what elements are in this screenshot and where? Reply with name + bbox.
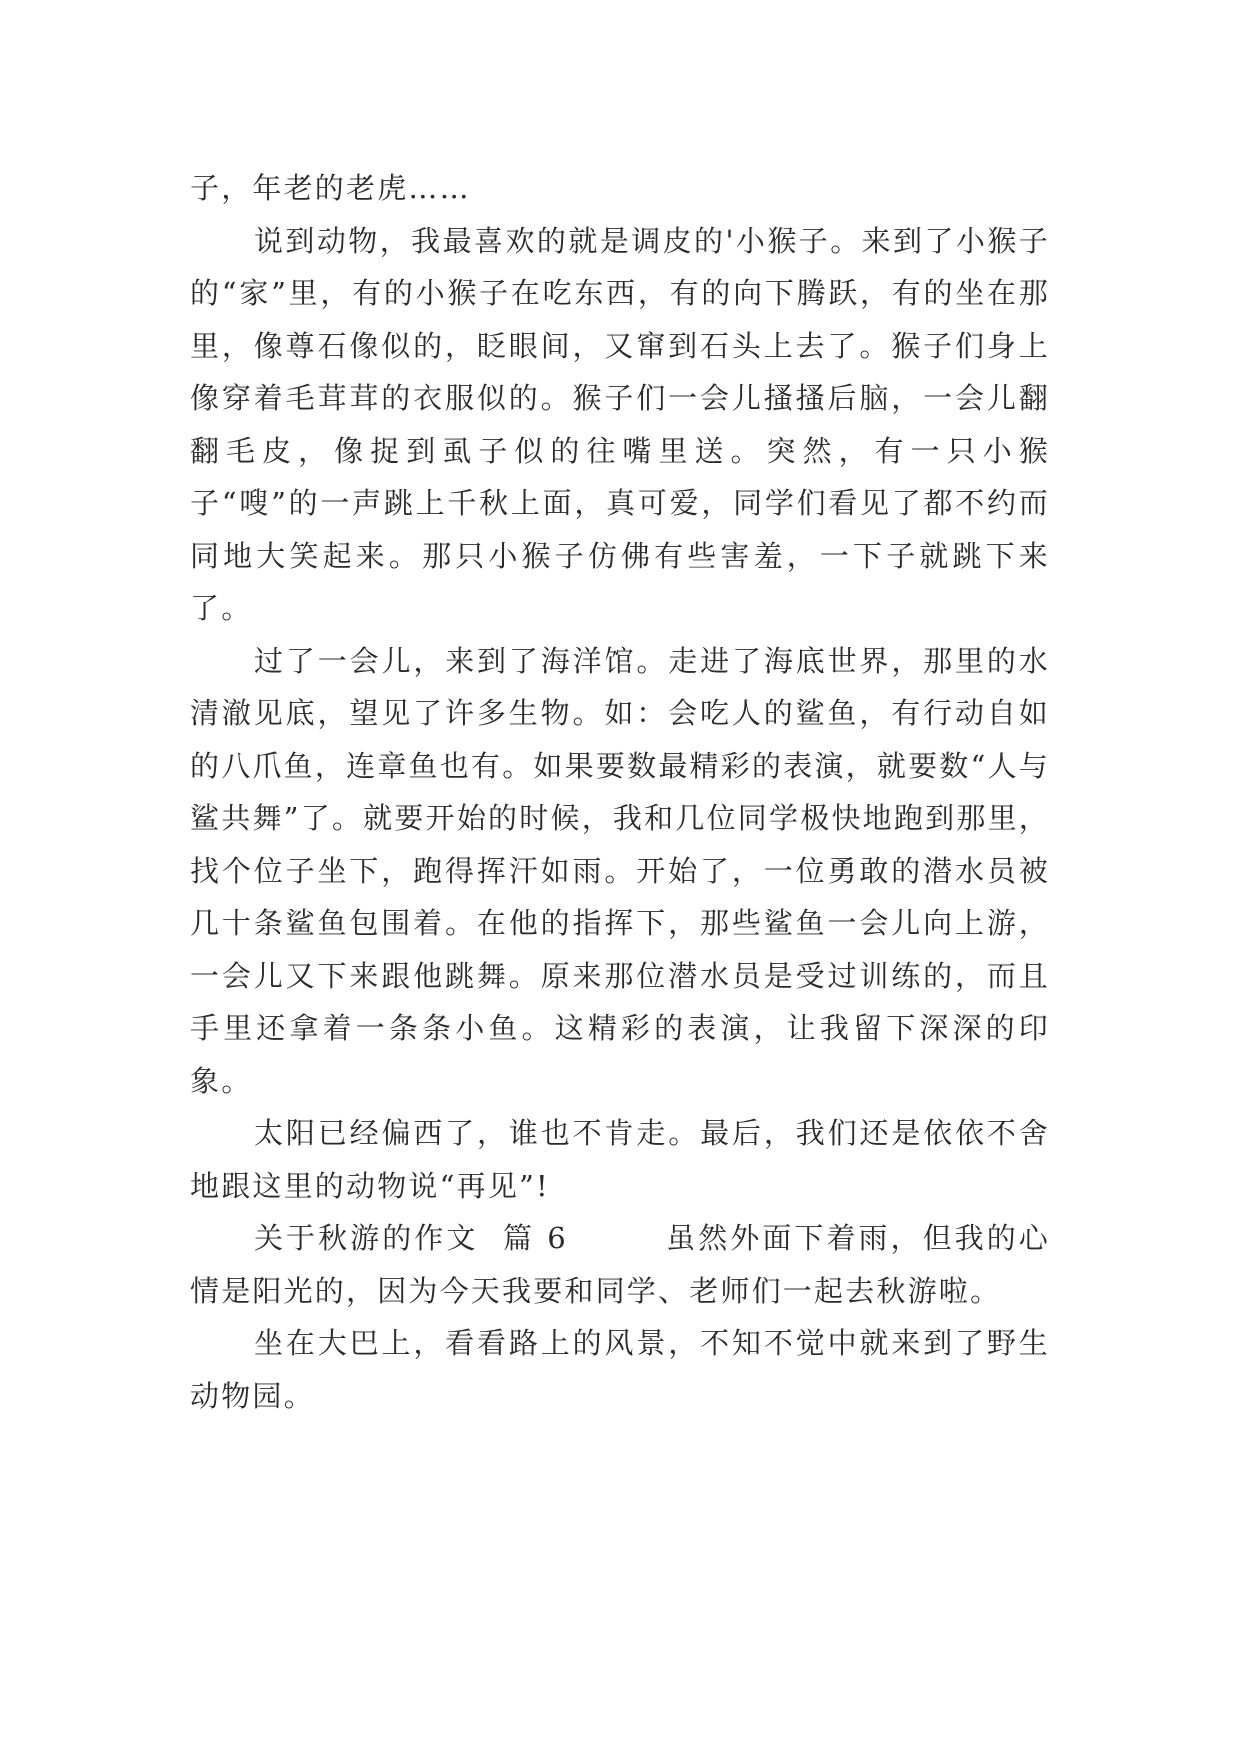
paragraph-continued: 子，年老的老虎…… xyxy=(190,171,471,205)
document-body xyxy=(190,162,1050,1422)
paragraph-aquarium: 过了一会儿，来到了海洋馆。走进了海底世界，那里的水清澈见底，望见了许多生物。如：会吃人的鲨鱼，有行动自如的八爪鱼，连章鱼也有。如果要数最精彩的表演，就要数“人与鲨共舞”了。就要开始的时候，我和几位同学极快地跑到那里，找个位子坐下，跑得挥汗如雨。开始了，一位勇敢的潜水员被几十条鲨鱼包围着。在他的指挥下，那些鲨鱼一会儿向上游，一会儿又下来跟他跳舞。原来那位潜水员是受过训练的，而且手里还拿着一条条小鱼。这精彩的表演，让我留下深深的印象。 xyxy=(190,643,1050,1098)
paragraph-bus-ride: 坐在大巴上，看看路上的风景，不知不觉中就来到了野生动物园。 xyxy=(190,1326,1050,1413)
paragraph-sunset: 太阳已经偏西了，谁也不肯走。最后，我们还是依依不舍地跟这里的动物说“再见”! xyxy=(190,1116,1050,1203)
paragraph-essay-6-intro: 关于秋游的作文 篇 6 虽然外面下着雨，但我的心情是阳光的，因为今天我要和同学、老师们一起去秋游啦。 xyxy=(190,1221,1050,1308)
paragraph-monkeys: 说到动物，我最喜欢的就是调皮的'小猴子。来到了小猴子的“家”里，有的小猴子在吃东西，有的向下腾跃，有的坐在那里，像尊石像似的，眨眼间，又窜到石头上去了。猴子们身上像穿着毛茸茸的衣服似的。猴子们一会儿搔搔后脑，一会儿翻翻毛皮，像捉到虱子似的往嘴里送。突然，有一只小猴子“嗖”的一声跳上千秋上面，真可爱，同学们看见了都不约而同地大笑起来。那只小猴子仿佛有些害羞，一下子就跳下来了。 xyxy=(190,223,1050,625)
